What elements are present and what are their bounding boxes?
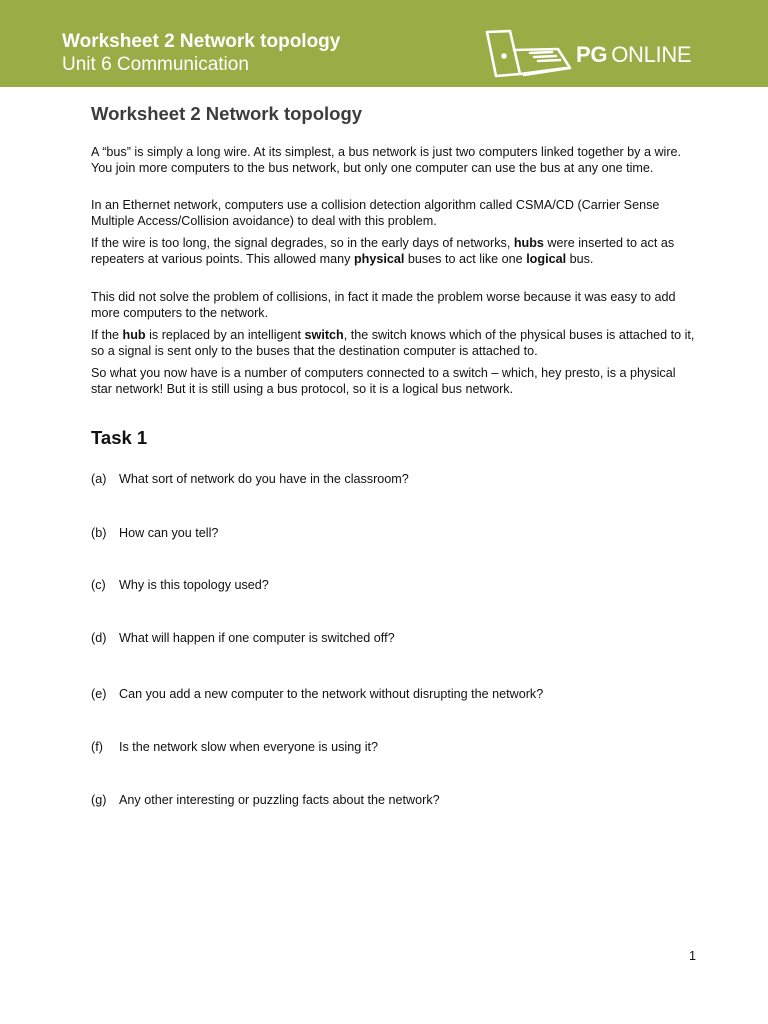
question-g (91, 792, 711, 808)
page-number: 1 (688, 949, 696, 963)
paragraph-2 (91, 198, 699, 229)
paragraph-1 (91, 145, 699, 176)
question-e (91, 686, 711, 702)
paragraph-text: is replaced by an intelligent (145, 328, 305, 342)
paragraph-text: If the (91, 328, 123, 342)
question-text: Is the network slow when everyone is using it? (119, 740, 379, 754)
paragraph-5 (91, 328, 699, 359)
bold-term: switch (304, 328, 344, 342)
paragraph-text: , the switch knows which of the physical buses is attached to it, so a signal is sent only to the buses that the destination computer is attached to. (91, 328, 695, 358)
question-text: What will happen if one computer is switched off? (119, 631, 395, 645)
question-label: (b) (91, 526, 107, 540)
paragraph-text: In an Ethernet network, computers use a collision detection algorithm called CSMA/CD (Carrier Sense Multiple Access/Collision avoidance) to deal with this problem. (91, 198, 660, 228)
bold-term: logical (526, 251, 567, 266)
header-subtitle: Unit 6 Communication (62, 54, 249, 75)
bold-term: physical (353, 251, 405, 266)
paragraph-3 (91, 236, 699, 267)
laptop-icon (484, 28, 574, 84)
paragraph-text: were inserted to act as repeaters at various points. This allowed many (91, 236, 675, 266)
question-text: Any other interesting or puzzling facts about the network? (119, 793, 440, 807)
question-label: (g) (91, 793, 107, 807)
question-a (91, 471, 711, 487)
question-label: (c) (91, 578, 106, 592)
question-text: Why is this topology used? (119, 578, 269, 592)
paragraph-text: This did not solve the problem of collisions, in fact it made the problem worse because it was easy to add more computers to the network. (91, 290, 676, 320)
pg-online-logo (484, 28, 704, 84)
paragraph-6 (91, 366, 699, 397)
bold-term: hubs (513, 236, 544, 250)
question-label: (a) (91, 472, 107, 486)
question-text: How can you tell? (119, 526, 219, 540)
paragraph-text: A “bus” is simply a long wire. At its simplest, a bus network is just two computers linked together by a wire. You join more computers to the bus network, but only one computer can use the bus at any one time. (91, 145, 682, 175)
header-banner (0, 0, 768, 87)
logo-brand-bold: PG (576, 42, 608, 67)
header-title: Worksheet 2 Network topology (62, 31, 341, 52)
document-title: Worksheet 2 Network topology (91, 103, 363, 124)
question-label: (e) (91, 687, 107, 701)
paragraph-4 (91, 290, 699, 321)
question-d (91, 630, 711, 646)
bold-term: hub (122, 328, 146, 342)
paragraph-text: So what you now have is a number of computers connected to a switch – which, hey presto, is a physical star network! But it is still using a bus protocol, so it is a logical bus network. (91, 366, 676, 396)
question-label: (d) (91, 631, 107, 645)
question-text: Can you add a new computer to the network without disrupting the network? (119, 687, 544, 701)
task-title: Task 1 (91, 427, 148, 448)
paragraph-text: bus. (566, 251, 594, 266)
logo-wordmark (576, 42, 691, 68)
question-f (91, 739, 711, 755)
question-label: (f) (91, 740, 103, 754)
paragraph-text: If the wire is too long, the signal degrades, so in the early days of networks, (91, 236, 514, 250)
paragraph-text: buses to act like one (404, 251, 527, 266)
logo-brand-light: ONLINE (611, 42, 692, 67)
question-c (91, 577, 711, 593)
question-b (91, 525, 711, 541)
question-text: What sort of network do you have in the classroom? (119, 472, 409, 486)
